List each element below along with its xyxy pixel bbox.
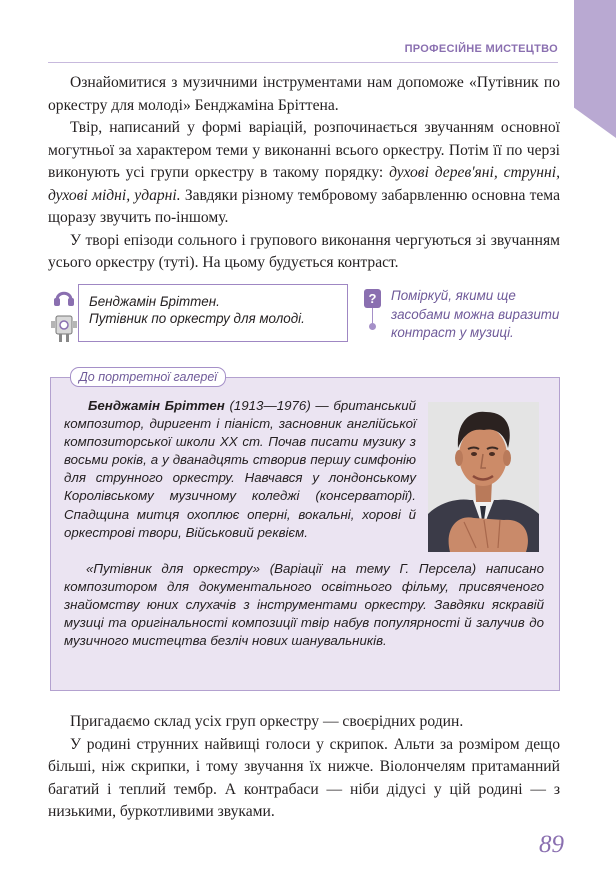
composer-biography — [64, 397, 416, 542]
biography-text: — британський композитор, диригент і піаніст, засновник англійської композиторської школи ХХ ст. Почав писати музику з восьми років, а у дванадцять створив першу симфонію для струнного оркестру. Навчався у лондонському Королівському музичному коледжі (консерваторії). Спадщина митця охоплює оперні, вокальні, хорові й оркестрові твори, Військовий реквієм. — [64, 398, 416, 540]
running-header: ПРОФЕСІЙНЕ МИСТЕЦТВО — [404, 43, 558, 55]
intro-paragraph-2-text: Твір, написаний у формі варіацій, розпочинається звучанням основної могутньої за характером теми у виконанні всього оркестру. Потім її по черзі виконують усі групи оркестру в такому порядку: — [48, 119, 560, 181]
header-rule — [48, 62, 558, 63]
question-text: Поміркуй, якими ще засобами можна виразити контраст у музиці. — [391, 288, 560, 340]
intro-text — [48, 72, 560, 275]
listening-box — [78, 284, 348, 342]
work-description — [64, 560, 544, 650]
page-number: 89 — [539, 831, 564, 858]
headphones-player-icon — [50, 286, 78, 344]
listening-work-title: Путівник по оркестру для молоді. — [89, 311, 305, 326]
outro-paragraph-1: Пригадаємо склад усіх груп оркестру — своєрідних родин. — [70, 713, 464, 730]
intro-paragraph-2 — [48, 117, 560, 230]
composer-name: Бенджамін Бріттен — [88, 398, 225, 413]
intro-paragraph-2-tail: Завдяки різному тембровому забарвленню основна тема щоразу звучить по-іншому. — [48, 186, 560, 226]
composer-portrait-drawing — [428, 402, 539, 552]
work-paragraph: «Путівник для оркестру» (Варіації на тему Г. Персела) написано композитором для документального освітнього фільму, присвяченого знайомству юних слухачів з інструментами оркестру. Завдяки яскравій музиці та оригінальності композиції твір набув популярності й залучив до музичного мистецтва безліч нових шанувальників. — [64, 561, 544, 649]
listening-composer: Бенджамін Бріттен. — [89, 294, 220, 309]
instrument-group-order: духові дерев'яні, струнні, духові мідні, ударні. — [48, 164, 560, 204]
question-bullet — [369, 323, 376, 330]
composer-dates: (1913—1976) — [229, 398, 311, 413]
biography-paragraph — [64, 397, 416, 542]
outro-text — [48, 711, 560, 824]
portrait-gallery-label: До портретної галереї — [70, 367, 226, 387]
composer-portrait — [428, 402, 539, 552]
outro-paragraph-2: У родині струнних найвищі голоси у скрипок. Альти за розміром дещо більші, ніж скрипки, і тому звучання їх нижче. Віолончелям притаманний багатий і теплий тембр. А контрабаси — ніби дідусі у цій родині — з низькими, буркотливими звуками. — [48, 735, 560, 820]
intro-paragraph-3: У творі епізоди сольного і групового виконання чергуються зі звучанням усього оркестру (туті). На цьому будується контраст. — [48, 231, 560, 271]
question-icon: ? — [364, 289, 381, 308]
intro-paragraph-1: Ознайомитися з музичними інструментами нам допоможе «Путівник по оркестру для молоді» Бенджаміна Бріттена. — [48, 74, 560, 114]
corner-tab — [574, 0, 616, 138]
